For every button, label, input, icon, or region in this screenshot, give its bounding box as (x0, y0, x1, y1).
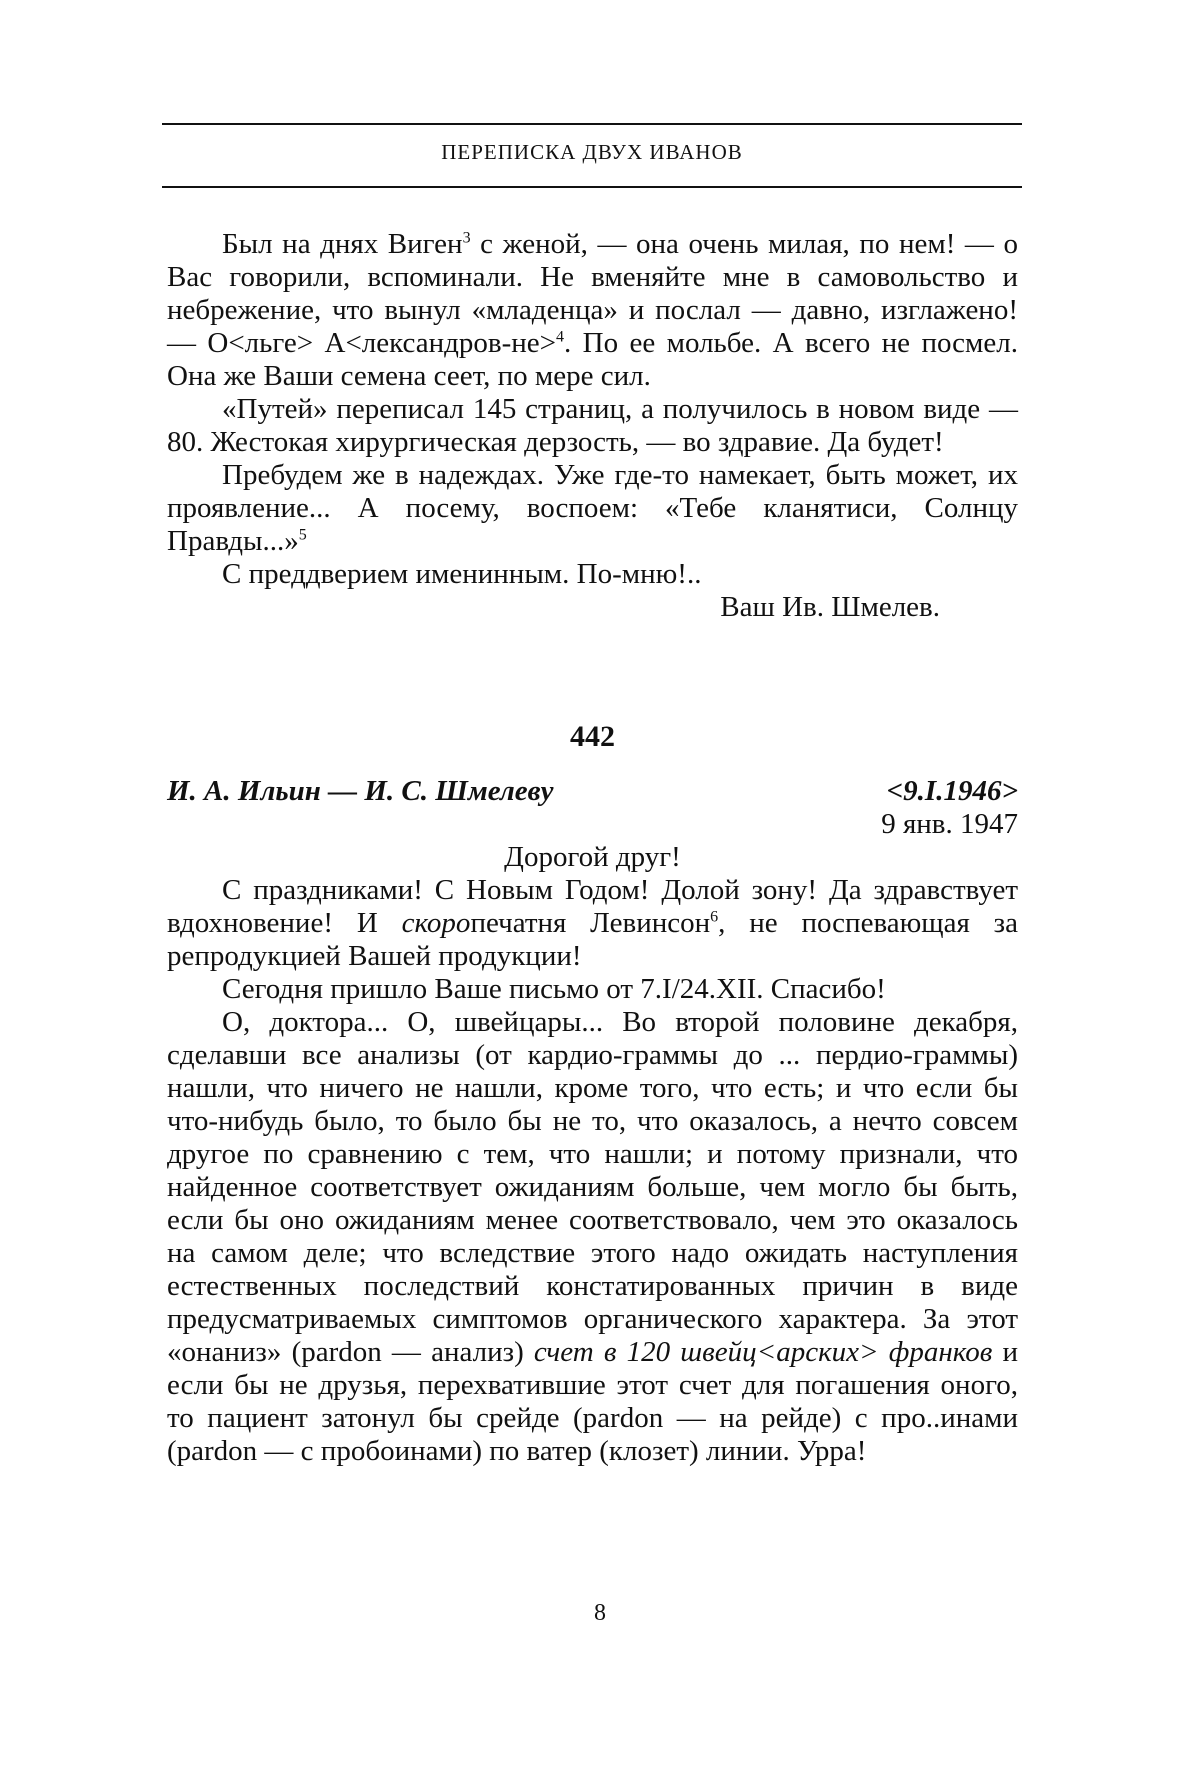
italic-run: счет в 120 швейц<арских> франков (533, 1336, 993, 1368)
text-run: , не поспевающая за репродукцией Вашей продукции! (167, 907, 1018, 972)
italic-run: скоро (401, 907, 471, 939)
text-run: и если бы не друзья, перехватившие этот счет для погашения оного, то пациент затонул бы срейде (pardon — на рейде) с про..инами (pardon — с пробоинами) по ватер (клозет) линии. Урра! (167, 1336, 1018, 1467)
date-original: 9 янв. 1947 (881, 808, 1018, 840)
text-run: С праздниками! С Новым Годом! Долой зону! Да здравствует вдохновение! И (167, 874, 1018, 939)
from-to: И. А. Ильин — И. С. Шмелеву (167, 775, 554, 807)
signature: Ваш Ив. Шмелев. (720, 591, 940, 623)
paragraph: С преддверием именинным. По-мню!.. (222, 558, 702, 590)
date-corrected: <9.I.1946> (886, 775, 1018, 807)
paragraph (167, 874, 1018, 973)
footnote-ref: 4 (556, 328, 564, 346)
greeting: Дорогой друг! (504, 841, 681, 873)
paragraph (167, 1006, 1018, 1468)
letter-442 (167, 720, 1018, 1468)
running-head: ПЕРЕПИСКА ДВУХ ИВАНОВ (441, 140, 743, 164)
paragraph (167, 459, 1018, 558)
letter-heading (167, 775, 1018, 808)
letter-number: 442 (570, 720, 615, 753)
header-rule-bottom (162, 186, 1022, 188)
text-run: О, доктора... О, швейцары... Во второй половине декабря, сделавши все анализы (от кардио-граммы до ... пердио-граммы) нашли, что ничего не нашли, кроме того, что есть; и что если бы что-нибудь было, то было бы не то, что оказалось, а нечто совсем другое по сравнению с тем, что нашли; и потому признали, что найденное соответствует ожиданиям больше, чем могло бы быть, если бы оно ожиданиям менее соответствовало, чем это оказалось на самом деле; что вследствие этого надо ожидать наступления естественных последствий констатированных причин в виде предусматриваемых симптомов органического характера. За этот «онаниз» (pardon — анализ) (167, 1006, 1018, 1368)
paragraph: «Путей» переписал 145 страниц, а получилось в новом виде — 80. Жестокая хирургическая дерзость, — во здравие. Да будет! (167, 393, 1018, 458)
header-rule-top (162, 123, 1022, 125)
footnote-ref: 5 (298, 526, 307, 544)
text-run: Пребудем же в надеждах. Уже где-то намекает, быть может, их проявление... А посему, воспоем: «Тебе кланятиси, Солнцу Правды...» (167, 459, 1018, 557)
footnote-ref: 6 (710, 908, 719, 926)
text-run: Был на днях Виген (222, 228, 463, 260)
paragraph (167, 228, 1018, 393)
text-run: печатня Левинсон (470, 907, 711, 939)
text-run: . По ее мольбе. А всего не посмел. Она же Ваши семена сеет, по мере сил. (167, 327, 1019, 392)
text-run: с женой, — она очень милая, по нем! — о Вас говорили, вспоминали. Не вменяйте мне в самовольство и небрежение, что вынул «младенца» и послал — давно, изглажено! — О<льге> А<лександров-не> (167, 228, 1018, 359)
footnote-ref: 3 (462, 229, 471, 247)
page-number: 8 (594, 1600, 606, 1626)
letter-441-continuation (167, 228, 1018, 624)
paragraph: Сегодня пришло Ваше письмо от 7.I/24.XII. Спасибо! (222, 973, 886, 1005)
